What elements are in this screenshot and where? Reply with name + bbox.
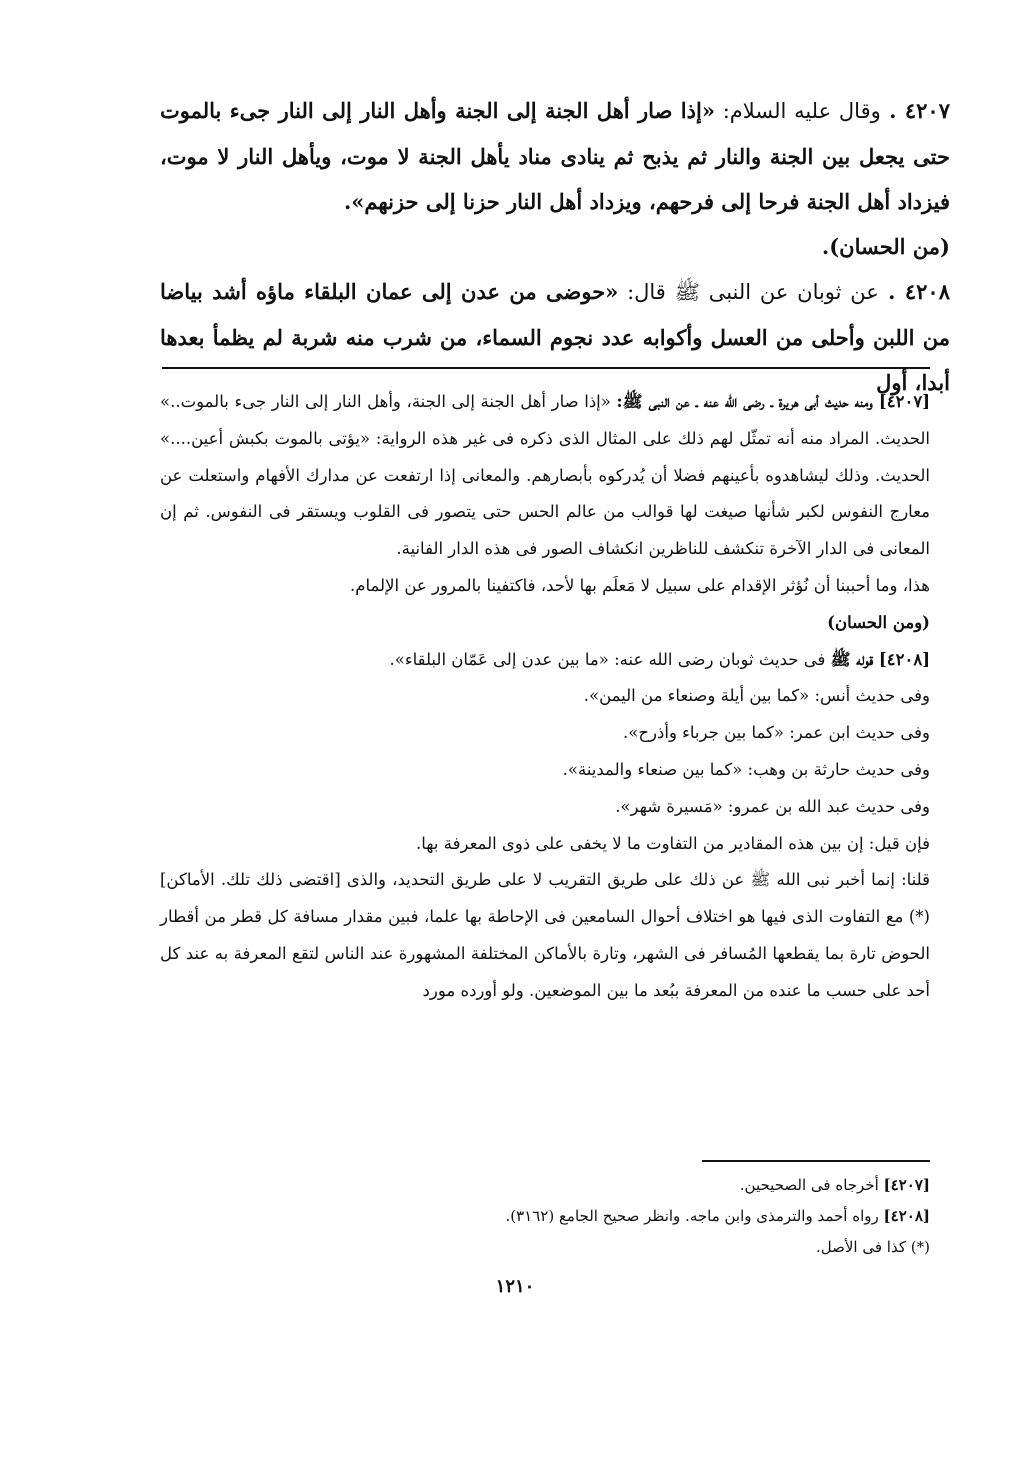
main-hadith-text [160, 88, 950, 405]
commentary-para-2: هذا، وما أحببنا أن نُؤثر الإقدام على سبيل لا مَعلَم بها لأحد، فاكتفينا بالمرور عن الإلمام. [350, 575, 930, 595]
page-number: ١٢١٠ [495, 1276, 535, 1297]
commentary-4208-head: [٤٢٠٨] قوله ﷺ [830, 649, 930, 669]
commentary-line-abdullah-amr: وفى حديث عبد الله بن عمرو: «مَسيرة شهر». [615, 796, 930, 816]
footnote-4207-number: [٤٢٠٧] [883, 1176, 930, 1194]
footnote-star [160, 1232, 950, 1263]
footnote-separator-rule [702, 1160, 930, 1162]
commentary-line-ibn-umar: وفى حديث ابن عمر: «كما بين جرباء وأذرح». [623, 723, 930, 743]
footnote-star-marker: (*) [910, 1238, 930, 1256]
hadith-4207-dot: . [880, 98, 897, 123]
footnote-4208 [160, 1201, 950, 1232]
hadith-4208-lead: عن ثوبان عن النبى ﷺ قال: [618, 280, 879, 304]
footnote-4208-text: رواه أحمد والترمذى وابن ماجه. وانظر صحيح الجامع (٣١٦٢). [505, 1207, 879, 1225]
hadith-4207 [160, 88, 950, 224]
commentary-section [160, 384, 950, 1010]
hadith-number-4208: ٤٢٠٨ [904, 279, 950, 304]
commentary-4208 [160, 642, 950, 679]
hadith-4207-lead: وقال عليه السلام: [714, 99, 881, 123]
commentary-line-anas: وفى حديث أنس: «كما بين أيلة وصنعاء من اليمن». [583, 686, 930, 706]
commentary-4207-head: [٤٢٠٧] ومنه حديث أبى هريرة ـ رضى الله عنه ـ عن النبى ﷺ: [616, 392, 931, 411]
footnote-4207-text: أخرجاه فى الصحيحين. [739, 1176, 879, 1194]
footnote-4207 [160, 1170, 950, 1201]
commentary-4208-text: فى حديث ثوبان رضى الله عنه: «ما بين عدن إلى عَمّان البلقاء». [389, 649, 826, 669]
commentary-answer: قلنا: إنما أخبر نبى الله ﷺ عن ذلك على طريق التقريب لا على طريق التحديد، والذى [اقتضى ذلك تلك. الأماكن](*) مع التفاوت الذى فيها هو اختلاف أحوال السامعين فى الإحاطة بها علما، فبين مقدار مسافة كل قطر من أقطار الحوض تارة بما يقطعها المُسافر فى الشهر، وتارة بالأماكن المختلفة المشهورة عند الناس لتقع المعرفة به عند كل أحد على حسب ما عنده من المعرفة ببُعد ما بين الموضعين. ولو أورده مورد [160, 870, 930, 1000]
footnote-4208-number: [٤٢٠٨] [883, 1207, 930, 1225]
footnotes-section [160, 1170, 950, 1263]
commentary-4207-text: «إذا صار أهل الجنة إلى الجنة، وأهل النار إلى النار جىء بالموت..» الحديث. المراد منه أنه تمثّل لهم ذلك على المثال الذى ذكره فى غير هذه الرواية: «يؤتى بالموت بكبش أعين....» الحديث. وذلك ليشاهدوه بأعينهم فضلا أن يُدركوه بأبصارهم. والمعانى إذا ارتفعت عن مدارك الأفهام واستعلت عن معارج النفوس لكبر شأنها صيغت لها قوالب من عالم الحس حتى يتصور فى القلوب ويستقر فى النفوس. ثم إن المعانى فى الدار الآخرة تنكشف للناظرين انكشاف الصور فى هذه الدار الفانية. [160, 392, 930, 559]
footnote-star-text: كذا فى الأصل. [816, 1238, 906, 1256]
commentary-line-haritha: وفى حديث حارثة بن وهب: «كما بين صنعاء والمدينة». [562, 759, 930, 779]
commentary-question: فإن قيل: إن بين هذه المقادير من التفاوت ما لا يخفى على ذوى المعرفة بها. [416, 833, 930, 853]
hadith-4207-source: (من الحسان). [821, 234, 950, 259]
hadith-4208-dot: . [878, 279, 896, 304]
commentary-section-heading: (ومن الحسان) [827, 612, 930, 632]
hadith-4207-text: «إذا صار أهل الجنة إلى الجنة وأهل النار إلى النار جىء بالموت حتى يجعل بين الجنة والنار ثم يذبح ثم ينادى مناد يأهل الجنة لا موت، ويأهل النار لا موت، فيزداد أهل الجنة فرحا إلى فرحهم، ويزداد أهل النار حزنا إلى حزنهم». [160, 98, 950, 214]
commentary-4207 [160, 384, 950, 568]
hadith-4208-text: «حوضى من عدن إلى عمان البلقاء ماؤه أشد بياضا من اللبن وأحلى من العسل وأكوابه عدد نجوم السماء، من شرب منه شربة لم يظمأ بعدها أبدا، أول [160, 279, 950, 395]
hadith-number-4207: ٤٢٠٧ [904, 98, 950, 123]
main-separator-rule [162, 367, 930, 369]
